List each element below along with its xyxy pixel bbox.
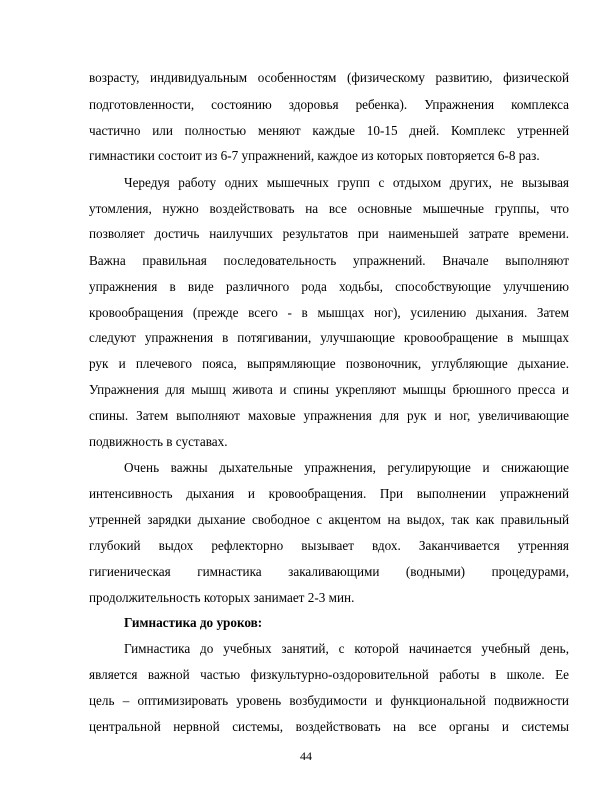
text-line: Важна правильная последовательность упражнений. Вначале выполняют [89, 253, 569, 268]
text-line: интенсивность дыхания и кровообращения. При выполнении упражнений [89, 486, 569, 501]
text-line: гимнастики состоит из 6-7 упражнений, каждое из которых повторяется 6-8 раз. [89, 148, 540, 163]
text-line: спины. Затем выполняют маховые упражнения для рук и ног, увеличивающие [89, 408, 569, 423]
text-line: Гимнастика до учебных занятий, с которой начинается учебный день, [124, 641, 569, 656]
text-line: продолжительность которых занимает 2-3 мин. [89, 590, 355, 605]
text-line: частично или полностью меняют каждые 10-15 дней. Комплекс утренней [89, 123, 569, 138]
text-line: кровообращения (прежде всего - в мышцах ног), усилению дыхания. Затем [89, 305, 569, 320]
section-heading: Гимнастика до уроков: [124, 615, 263, 630]
text-line: возрасту, индивидуальным особенностям (физическому развитию, физической [89, 70, 569, 85]
text-line: утренней зарядки дыхание свободное с акцентом на выдох, так как правильный [89, 512, 569, 527]
text-line: следуют упражнения в потягивании, улучшающие кровообращение в мышцах [89, 330, 569, 345]
text-line: Упражнения для мышц живота и спины укрепляют мышцы брюшного пресса и [89, 382, 569, 397]
text-line: центральной нервной системы, воздействовать на все органы и системы [89, 719, 569, 734]
text-line: является важной частью физкультурно-оздоровительной работы в школе. Ее [89, 667, 569, 682]
text-line: Чередуя работу одних мышечных групп с отдыхом других, не вызывая [124, 175, 569, 190]
text-line: подготовленности, состоянию здоровья ребенка). Упражнения комплекса [89, 97, 569, 112]
text-line: утомления, нужно воздействовать на все основные мышечные группы, что [89, 201, 569, 216]
text-line: глубокий выдох рефлекторно вызывает вдох. Заканчивается утренняя [89, 538, 569, 553]
text-line: подвижность в суставах. [89, 434, 228, 449]
text-line: упражнения в виде различного рода ходьбы, способствующие улучшению [89, 279, 569, 294]
text-line: позволяет достичь наилучших результатов при наименьшей затрате времени. [89, 226, 569, 241]
text-line: гигиеническая гимнастика закаливающими (водными) процедурами, [89, 564, 569, 579]
page-number: 44 [300, 749, 312, 763]
text-line: рук и плечевого пояса, выпрямляющие позвоночник, углубляющие дыхание. [89, 356, 569, 371]
text-line: цель – оптимизировать уровень возбудимости и функциональной подвижности [89, 693, 569, 708]
text-line: Очень важны дыхательные упражнения, регулирующие и снижающие [124, 460, 569, 475]
